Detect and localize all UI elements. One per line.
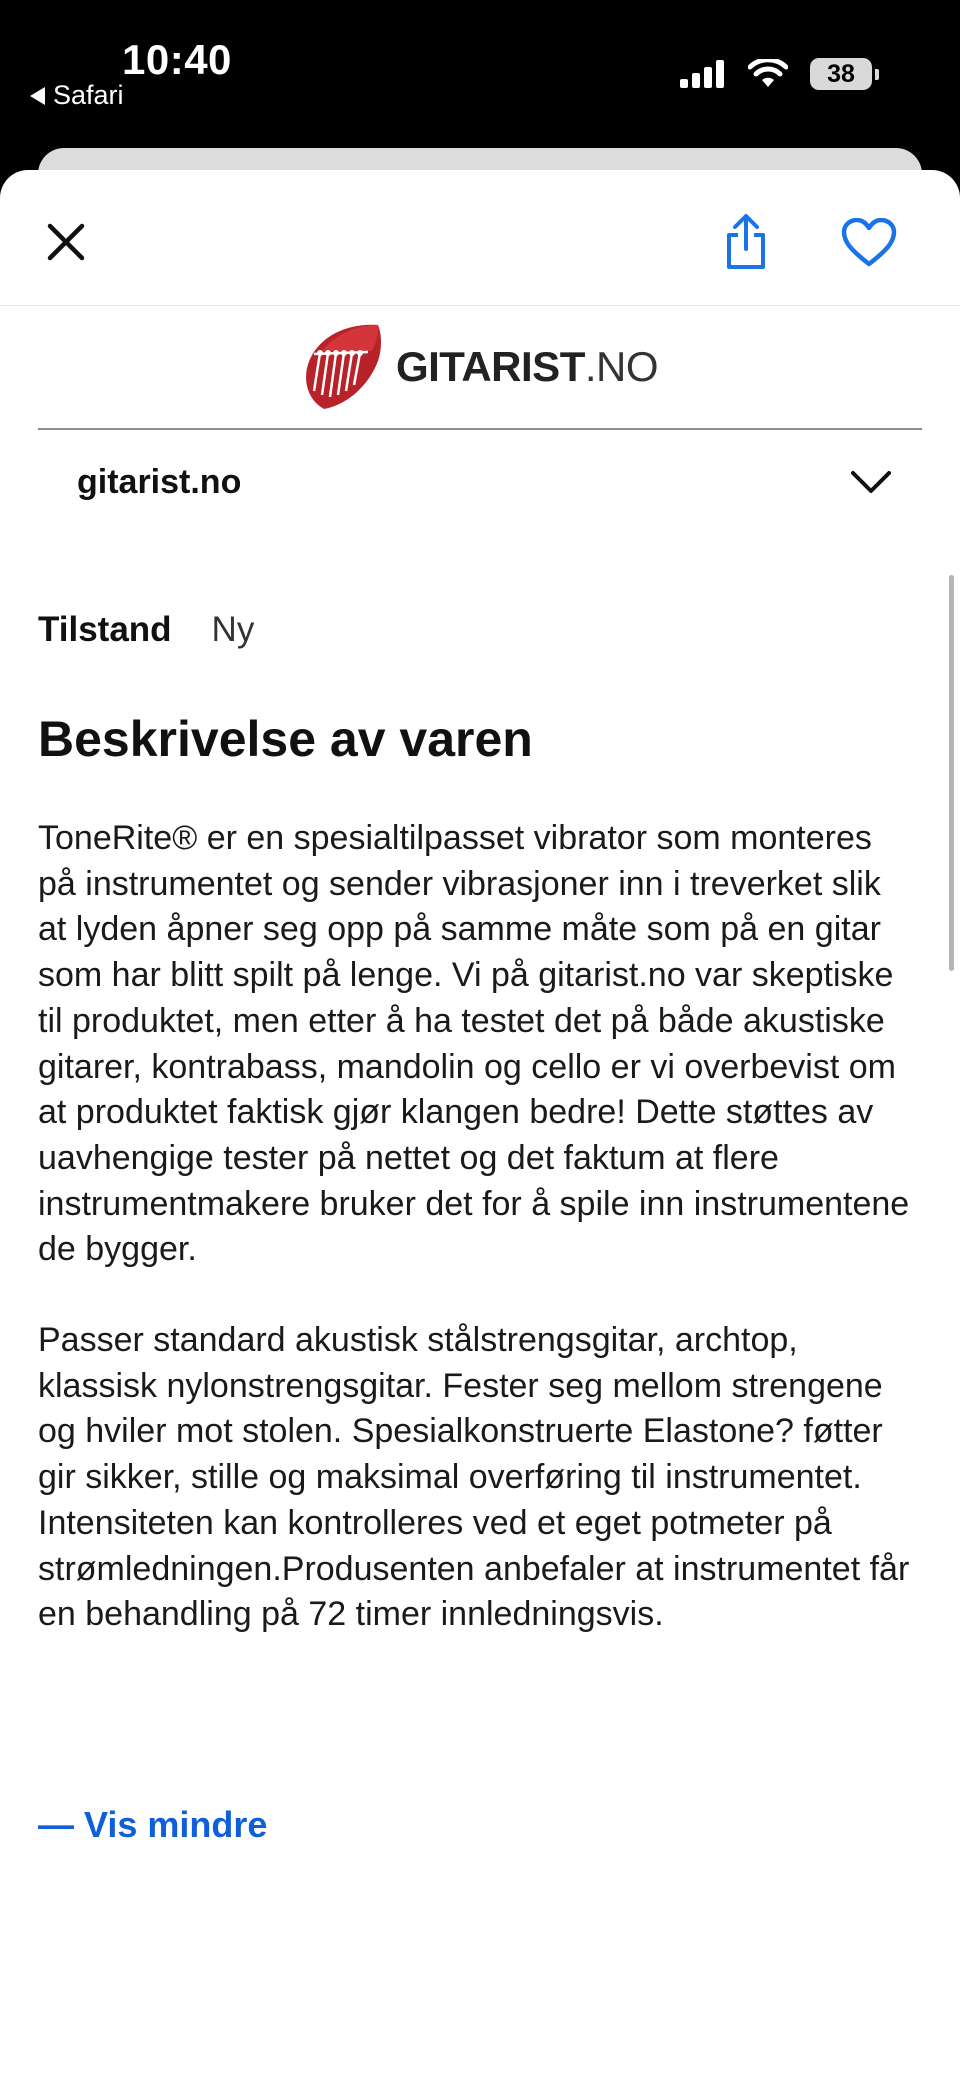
chevron-down-icon xyxy=(850,469,892,495)
back-to-app[interactable] xyxy=(30,80,124,111)
seller-name: gitarist.no xyxy=(77,462,242,501)
product-sheet xyxy=(0,170,960,2087)
back-triangle-icon xyxy=(30,87,45,105)
guitar-pick-logo-icon xyxy=(302,321,386,413)
share-button[interactable] xyxy=(716,206,776,278)
description-heading: Beskrivelse av varen xyxy=(38,711,533,767)
favorite-button[interactable] xyxy=(836,210,902,276)
close-icon xyxy=(46,222,86,262)
sheet-header xyxy=(0,170,960,306)
condition-value: Ny xyxy=(211,610,255,649)
description-body xyxy=(38,816,918,1638)
description-paragraph: ToneRite® er en spesialtilpasset vibrator som monteres på instrumentet og sender vibrasjoner inn i treverket slik at lyden åpner seg opp på samme måte som på en gitar som har blitt spilt på lenge. Vi på gitarist.no var skeptiske til produktet, men etter å ha testet det på både akustiske gitarer, kontrabass, mandolin og cello er vi overbevist om at produktet faktisk gjør klangen bedre! Dette støttes av uavhengige tester på nettet og det faktum at flere instrumentmakere bruker det for å spile inn instrumentene de bygger. xyxy=(38,819,910,1269)
heart-icon xyxy=(841,218,897,268)
close-button[interactable] xyxy=(38,214,94,270)
description-paragraph: Passer standard akustisk stålstrengsgitar, archtop, klassisk nylonstrengsgitar. Fester seg mellom strengene og hviler mot stolen. Spesialkonstruerte Elastone? føtter gir sikker, stille og maksimal overføring til instrumentet. Intensiteten kan kontrolleres ved et eget potmeter på strømledningen.Produsenten anbefaler at instrumentet får en behandling på 72 timer innledningsvis. xyxy=(38,1321,910,1634)
wifi-icon xyxy=(748,59,788,89)
store-logo xyxy=(302,321,658,413)
scrollbar[interactable] xyxy=(949,575,954,971)
status-indicators xyxy=(680,58,872,90)
logo-brand: GITARIST xyxy=(395,343,585,390)
seller-dropdown[interactable] xyxy=(38,430,922,534)
condition-row xyxy=(38,610,254,650)
signal-icon xyxy=(680,60,726,88)
status-bar xyxy=(0,0,960,148)
logo-wordmark xyxy=(396,343,658,391)
share-icon xyxy=(724,213,768,271)
battery-icon xyxy=(810,58,872,90)
show-less-link[interactable]: — Vis mindre xyxy=(38,1804,268,1845)
store-logo-row xyxy=(0,306,960,428)
logo-suffix: .NO xyxy=(584,343,659,390)
status-time: 10:40 xyxy=(122,36,232,83)
back-app-label: Safari xyxy=(53,80,124,110)
battery-level: 38 xyxy=(827,59,855,88)
condition-label: Tilstand xyxy=(38,610,172,649)
